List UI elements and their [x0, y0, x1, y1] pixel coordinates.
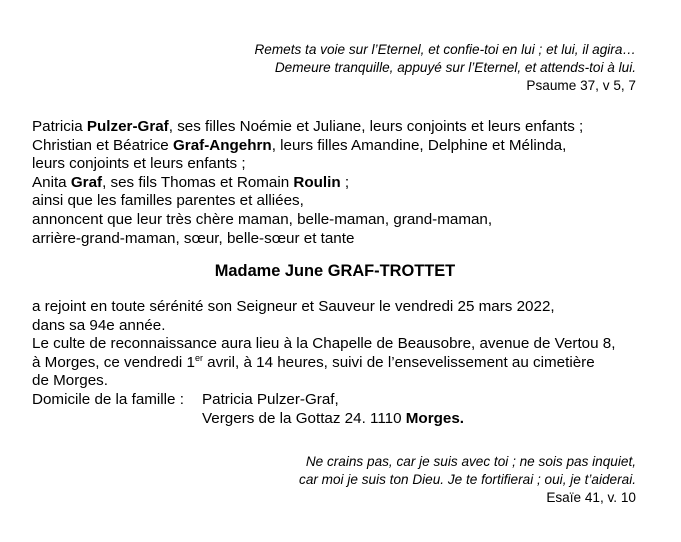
family-line-3: leurs conjoints et leurs enfants ; — [32, 155, 246, 173]
deceased-name: Madame June GRAF-TROTTET — [214, 262, 456, 280]
family-line-4 — [32, 174, 662, 193]
opening-verse-line-1: Remets ta voie sur l’Eternel, et confie-toi en lui ; et lui, il agira… — [254, 42, 636, 57]
closing-verse-reference: Esaïe 41, v. 10 — [546, 490, 636, 505]
family-line-6: annoncent que leur très chère maman, belle-maman, grand-maman, — [32, 210, 493, 228]
family-name: Roulin — [293, 173, 341, 191]
opening-verse-line-2: Demeure tranquille, appuyé sur l’Eternel, et attends-toi à lui. — [274, 60, 636, 75]
family-name: Graf — [70, 173, 103, 191]
notice-line-3: Le culte de reconnaissance aura lieu à la Chapelle de Beausobre, avenue de Vertou 8, — [32, 335, 616, 353]
family-address — [32, 391, 662, 410]
address-name: Patricia Pulzer-Graf, — [202, 390, 339, 408]
family-line-1 — [32, 118, 662, 137]
family-line-7: arrière-grand-maman, sœur, belle-sœur et tante — [32, 229, 355, 247]
closing-verse-line-2: car moi je suis ton Dieu. Je te fortifierai ; oui, je t’aiderai. — [299, 472, 636, 487]
notice-line-2: dans sa 94e année. — [32, 316, 166, 334]
address-street-line — [32, 410, 662, 429]
family-announcement — [32, 118, 662, 248]
service-notice — [32, 298, 662, 428]
family-line-2 — [32, 137, 662, 156]
family-line-5: ainsi que les familles parentes et alliées, — [32, 192, 304, 210]
opening-verse-reference: Psaume 37, v 5, 7 — [526, 78, 636, 93]
notice-line-4 — [32, 354, 662, 373]
text: à Morges, ce vendredi 1 — [32, 353, 195, 371]
address-label: Domicile de la famille : — [32, 390, 184, 408]
address-city: Morges. — [405, 409, 464, 427]
opening-verse — [254, 41, 636, 95]
text: avril, à 14 heures, suivi de l’ensevelissement au cimetière — [202, 353, 595, 371]
text: Christian et Béatrice — [32, 136, 173, 154]
family-name: Graf-Angehrn — [172, 136, 272, 154]
ordinal-suffix: er — [194, 352, 203, 363]
address-street: Vergers de la Gottaz 24. 1110 — [202, 409, 406, 427]
text: ; — [340, 173, 350, 191]
family-name: Pulzer-Graf — [86, 118, 169, 135]
notice-line-5: de Morges. — [32, 372, 108, 390]
text: Patricia — [32, 118, 87, 135]
text: Anita — [32, 173, 71, 191]
closing-verse — [299, 453, 636, 507]
closing-verse-line-1: Ne crains pas, car je suis avec toi ; ne sois pas inquiet, — [305, 454, 636, 469]
text: , ses fils Thomas et Romain — [102, 173, 294, 191]
text: , leurs filles Amandine, Delphine et Mélinda, — [271, 136, 567, 154]
notice-line-1: a rejoint en toute sérénité son Seigneur et Sauveur le vendredi 25 mars 2022, — [32, 298, 555, 315]
text: , ses filles Noémie et Juliane, leurs conjoints et leurs enfants ; — [168, 118, 584, 135]
